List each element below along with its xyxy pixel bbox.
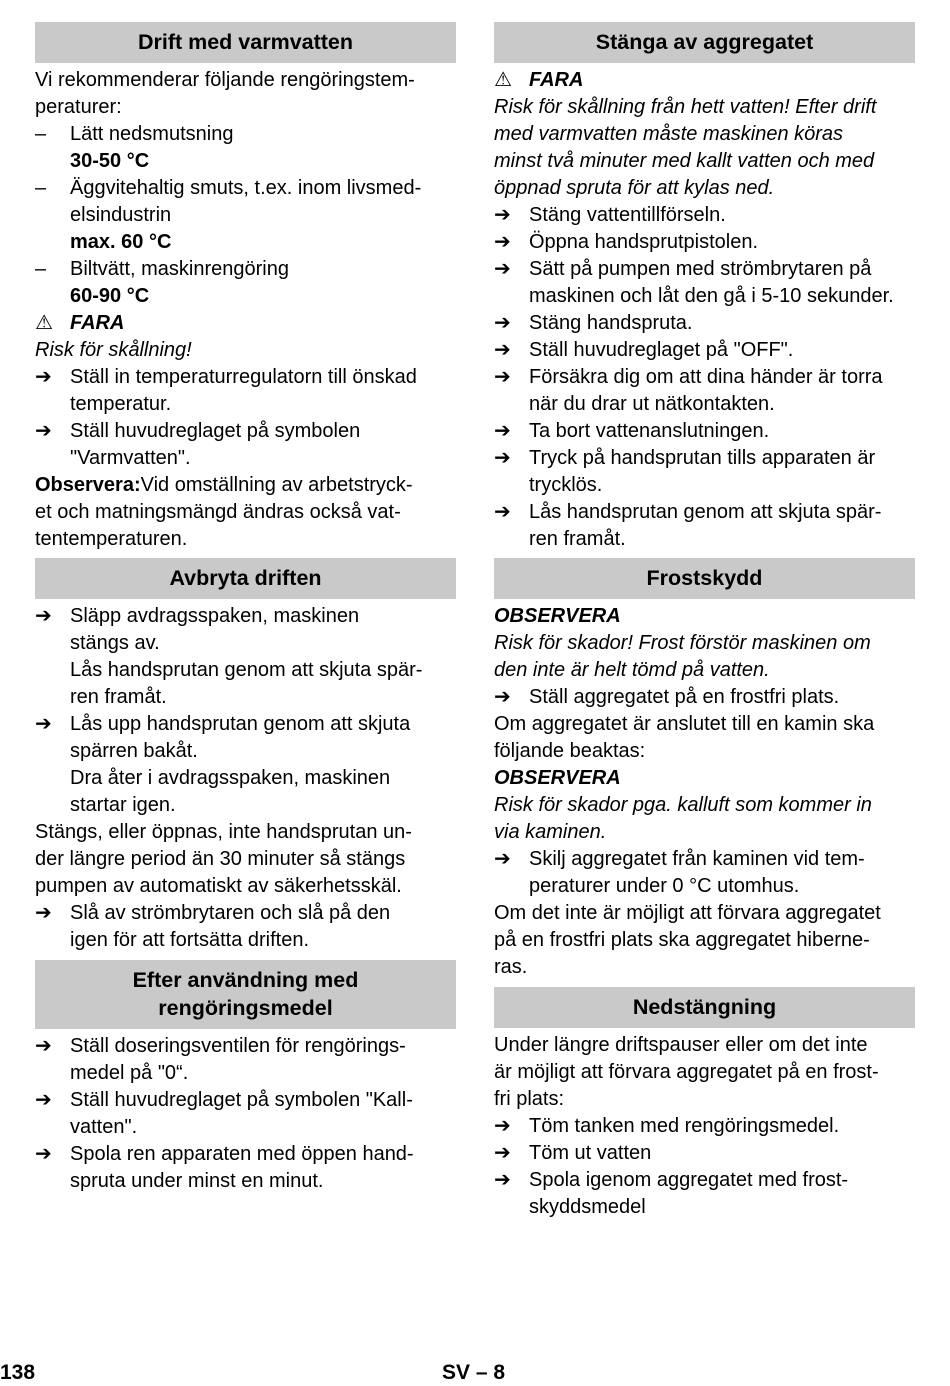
arrow-icon: ➔ [494,258,511,280]
danger-text: Risk för skållning! [35,339,192,361]
step [35,418,456,472]
step [35,364,456,418]
arrow-icon: ➔ [35,902,52,924]
step-text: Ställ in temperaturregulatorn till önskad temperatur. [70,366,417,415]
danger-heading [494,67,915,94]
paragraph: Under längre driftspauser eller om det inte är möjligt att förvara aggregatet på en frost- fri plats: [494,1034,879,1110]
paragraph: Stängs, eller öppnas, inte handsprutan un- der längre period än 30 minuter så stängs pumpen av automatiskt av säkerhetsskäl. [35,821,412,897]
arrow-icon: ➔ [494,447,511,469]
step [35,1087,456,1141]
step-text: Ställ doseringsventilen för rengörings- medel på "0“. [70,1035,406,1084]
step [35,1141,456,1195]
arrow-icon: ➔ [35,420,52,442]
step-text: Lås upp handsprutan genom att skjuta spärren bakåt. [70,713,411,762]
arrow-icon: ➔ [494,231,511,253]
arrow-icon: ➔ [494,1115,511,1137]
item-temperature: 60-90 °C [70,285,150,307]
notice-text: Risk för skador pga. kalluft som kommer in via kaminen. [494,794,872,843]
dash-marker: – [35,258,47,280]
temperature-item [35,121,456,148]
step: ➔ Stäng handspruta. [494,310,915,337]
step-text: Ställ huvudreglaget på symbolen "Varmvatten". [70,420,361,469]
section-heading-nedstangning: Nedstängning [494,987,915,1028]
step [35,900,456,954]
arrow-icon: ➔ [494,501,511,523]
arrow-icon: ➔ [494,848,511,870]
notice-text: Risk för skador! Frost förstör maskinen om den inte är helt tömd på vatten. [494,632,871,681]
arrow-icon: ➔ [494,366,511,388]
section-heading-efter-anvandning: Efter användning med rengöringsmedel [35,960,456,1029]
step-continuation: Lås handsprutan genom att skjuta spär- ren framåt. [70,659,423,708]
item-label-cont: elsindustrin [70,204,172,226]
notice-label: OBSERVERA [494,605,621,627]
item-label: Äggvitehaltig smuts, t.ex. inom livsmed- [70,177,422,199]
danger-label: FARA [70,312,125,334]
step [35,603,456,657]
danger-label: FARA [529,69,584,91]
step: ➔ Spola igenom aggregatet med frost- skyddsmedel [494,1169,849,1218]
step: ➔ Ta bort vattenanslutningen. [494,418,915,445]
step: ➔ Tryck på handsprutan tills apparaten är trycklös. [494,447,876,496]
temperature-item [35,175,456,202]
right-column [494,22,915,1221]
paragraph: Om aggregatet är anslutet till en kamin ska följande beaktas: [494,713,875,762]
arrow-icon: ➔ [35,713,52,735]
step-text: Slå av strömbrytaren och slå på den igen för att fortsätta driften. [70,902,391,951]
arrow-icon: ➔ [35,1089,52,1111]
page-number: 138 [0,1361,36,1384]
step: ➔ Sätt på pumpen med strömbrytaren på maskinen och låt den gå i 5-10 sekunder. [494,258,894,307]
step-text: Släpp avdragsspaken, maskinen stängs av. [70,605,360,654]
arrow-icon: ➔ [35,366,52,388]
section-heading-drift-med-varmvatten: Drift med varmvatten [35,22,456,63]
item-temperature: max. 60 °C [70,231,172,253]
danger-text: Risk för skållning från hett vatten! Efter drift med varmvatten måste maskinen köras minst två minuter med kallt vatten och med öppnad spruta för att kylas ned. [494,96,877,199]
item-temperature: 30-50 °C [70,150,150,172]
intro-line: Vi rekommenderar följande rengöringstem- [35,69,415,91]
arrow-icon: ➔ [494,420,511,442]
step-text: Ställ huvudreglaget på symbolen "Kall- vatten". [70,1089,413,1138]
arrow-icon: ➔ [494,1169,511,1191]
arrow-icon: ➔ [35,1035,52,1057]
step: ➔ Skilj aggregatet från kaminen vid tem- peraturer under 0 °C utomhus. [494,848,865,897]
step: ➔ Öppna handsprutpistolen. [494,229,915,256]
step-continuation: Dra åter i avdragsspaken, maskinen startar igen. [70,767,391,816]
arrow-icon: ➔ [494,204,511,226]
arrow-icon: ➔ [494,312,511,334]
step: ➔ Försäkra dig om att dina händer är torra när du drar ut nätkontakten. [494,366,883,415]
section-heading-avbryta-driften: Avbryta driften [35,558,456,599]
step [35,1033,456,1087]
dash-marker: – [35,123,47,145]
warning-triangle-icon: ⚠ [494,69,512,91]
page-label: SV – 8 [442,1361,506,1384]
notice-label: OBSERVERA [494,767,621,789]
paragraph: Om det inte är möjligt att förvara aggregatet på en frostfri plats ska aggregatet hiberne- ras. [494,902,881,978]
arrow-icon: ➔ [494,686,511,708]
step: ➔ Töm tanken med rengöringsmedel. [494,1113,915,1140]
note-label: Observera: [35,474,141,496]
section-heading-stanga-av-aggregatet: Stänga av aggregatet [494,22,915,63]
step: ➔ Ställ aggregatet på en frostfri plats. [494,684,915,711]
intro-line: peraturer: [35,96,122,118]
arrow-icon: ➔ [35,1143,52,1165]
arrow-icon: ➔ [494,1142,511,1164]
step [35,711,456,765]
section-heading-frostskydd: Frostskydd [494,558,915,599]
warning-triangle-icon: ⚠ [35,312,53,334]
step-text: Spola ren apparaten med öppen hand- spruta under minst en minut. [70,1143,414,1192]
step: ➔ Stäng vattentillförseln. [494,202,915,229]
arrow-icon: ➔ [35,605,52,627]
item-label: Biltvätt, maskinrengöring [70,258,289,280]
danger-heading [35,310,456,337]
left-column [35,22,456,1195]
item-label: Lätt nedsmutsning [70,123,234,145]
dash-marker: – [35,177,47,199]
temperature-item [35,256,456,283]
arrow-icon: ➔ [494,339,511,361]
note-paragraph: Observera:Vid omställning av arbetstryck- et och matningsmängd ändras också vat- tentemperaturen. [35,474,413,550]
step: ➔ Töm ut vatten [494,1140,915,1167]
step: ➔ Lås handsprutan genom att skjuta spär- ren framåt. [494,501,882,550]
step: ➔ Ställ huvudreglaget på "OFF". [494,337,915,364]
